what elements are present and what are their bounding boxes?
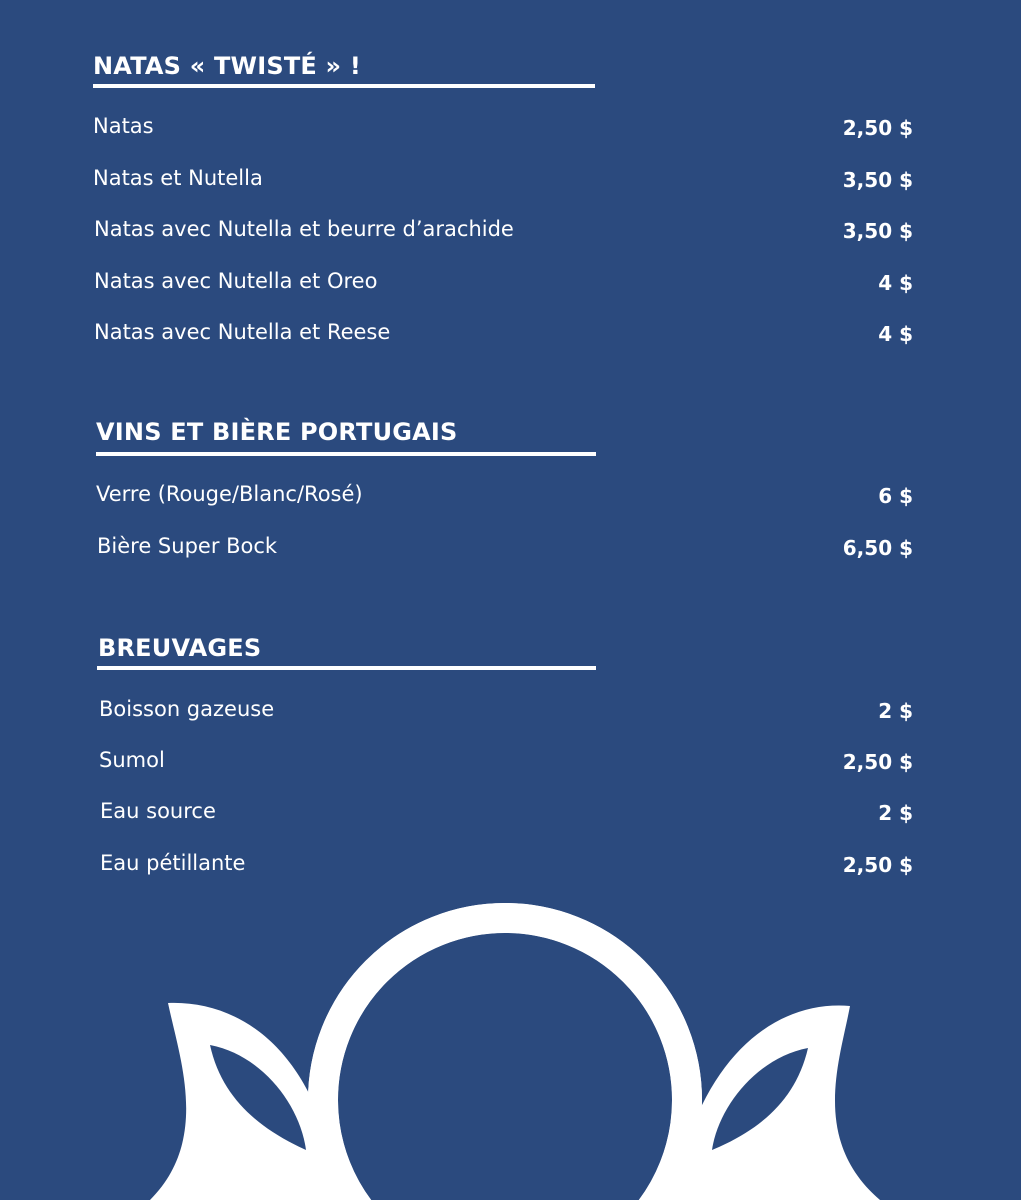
menu-item-name: Natas et Nutella: [93, 166, 263, 190]
menu-item-name: Boisson gazeuse: [99, 697, 275, 721]
menu-item-price: 3,50 $: [842, 168, 913, 192]
menu-item-name: Natas avec Nutella et beurre d’arachide: [94, 217, 514, 241]
menu-item-name: Eau pétillante: [100, 851, 246, 875]
menu-item-name: Bière Super Bock: [97, 534, 278, 558]
section-title-breuvages: BREUVAGES: [98, 634, 262, 662]
menu-item-price: 2 $: [878, 801, 913, 825]
menu-item-price: 2,50 $: [842, 116, 913, 140]
menu-item-price: 4 $: [878, 322, 913, 346]
menu-item-name: Natas avec Nutella et Reese: [94, 320, 391, 344]
menu-item-price: 2 $: [878, 699, 913, 723]
menu-item-price: 2,50 $: [842, 853, 913, 877]
menu-item-price: 3,50 $: [842, 219, 913, 243]
section-title-vins: VINS ET BIÈRE PORTUGAIS: [96, 418, 458, 446]
menu-item-name: Sumol: [99, 748, 165, 772]
menu-item-price: 4 $: [878, 271, 913, 295]
menu-item-price: 6 $: [878, 484, 913, 508]
menu-item-name: Natas avec Nutella et Oreo: [94, 269, 378, 293]
menu-item-name: Natas: [93, 114, 154, 138]
menu-item-name: Eau source: [100, 799, 216, 823]
menu-item-name: Verre (Rouge/Blanc/Rosé): [96, 482, 363, 506]
menu-item-price: 6,50 $: [842, 536, 913, 560]
section-title-natas: NATAS « TWISTÉ » !: [93, 52, 361, 80]
menu-item-price: 2,50 $: [842, 750, 913, 774]
